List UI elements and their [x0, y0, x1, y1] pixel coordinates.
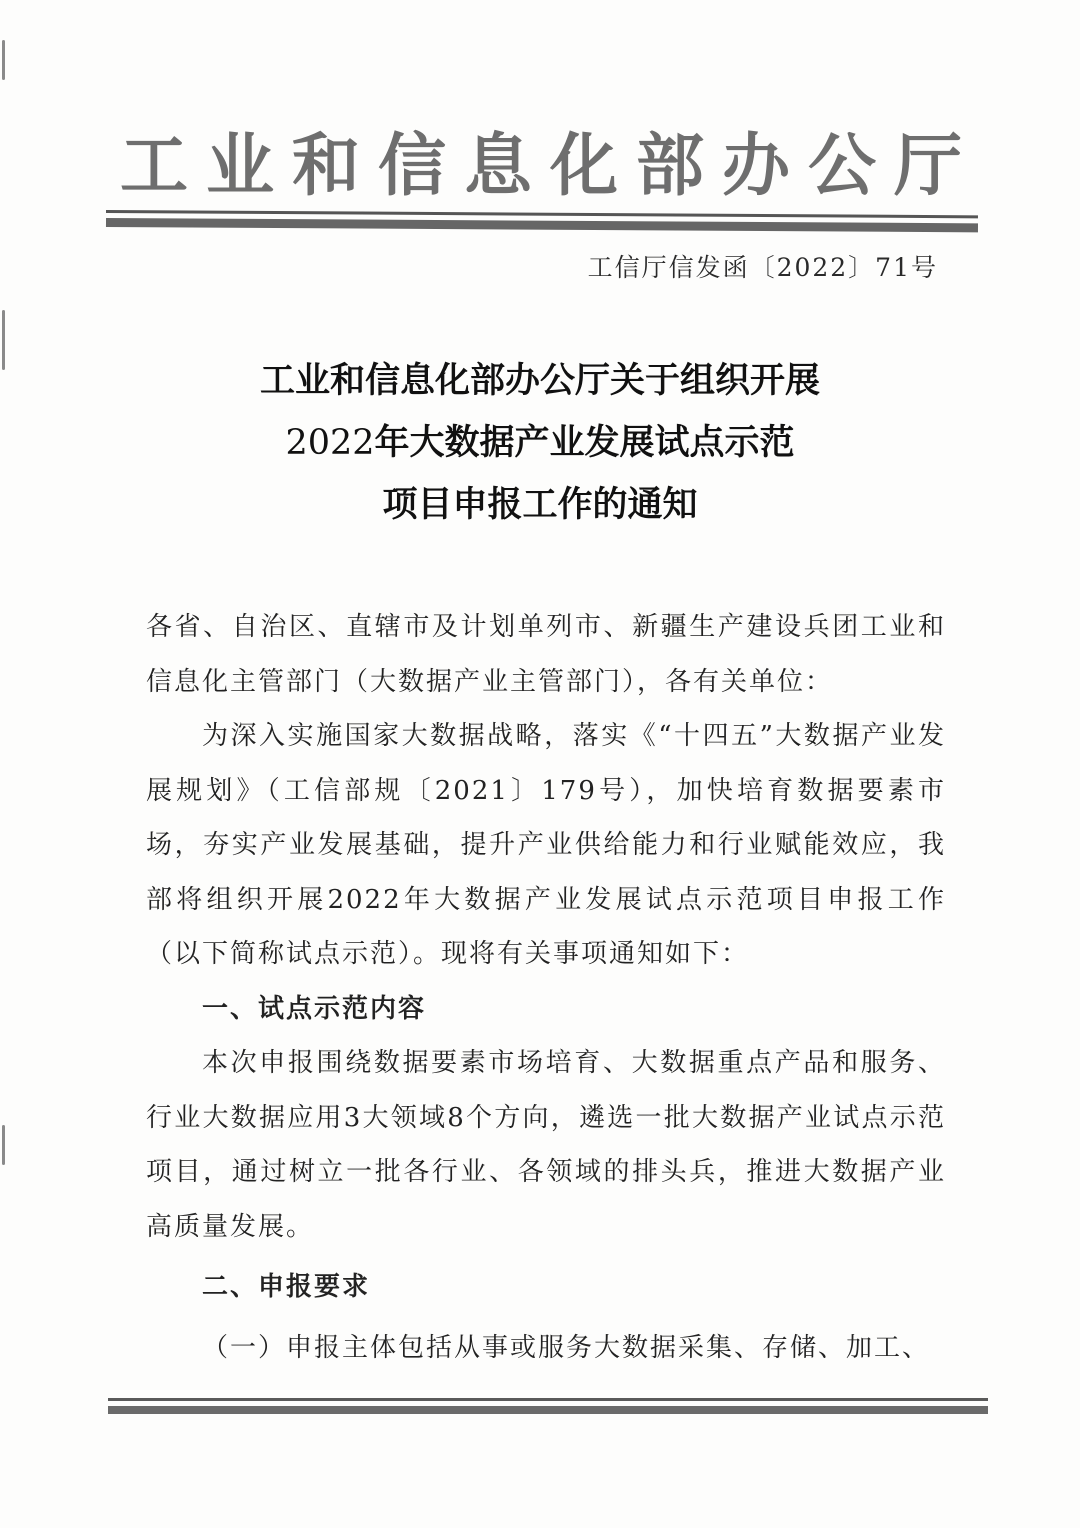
document-title	[100, 350, 980, 536]
masthead-divider-thick	[106, 218, 978, 232]
document-number: 工信厅信发函〔2022〕71号	[587, 253, 938, 282]
section-2-item-1: （一）申报主体包括从事或服务大数据采集、存储、加工、	[202, 1332, 931, 1363]
title-year: 2022	[285, 423, 375, 463]
footer-divider-thick	[108, 1406, 988, 1414]
section-2-heading: 二、申报要求	[202, 1272, 371, 1302]
title-line-3: 项目申报工作的通知	[382, 484, 698, 525]
scan-edge-mark	[2, 40, 5, 80]
title-line-2	[100, 412, 980, 474]
footer-divider-thin	[108, 1398, 988, 1401]
issuer-masthead: 工业和信息化部办公厅	[120, 127, 981, 206]
salutation: 各省、自治区、直辖市及计划单列市、新疆生产建设兵团工业和信息化主管部门（大数据产业主管部门），各有关单位：	[146, 612, 946, 697]
intro-paragraph: 为深入实施国家大数据战略，落实《“十四五”大数据产业发展规划》（工信部规〔2021〕179号），加快培育数据要素市场，夯实产业发展基础，提升产业供给能力和行业赋能效应，我部将组织开展2022年大数据产业发展试点示范项目申报工作（以下简称试点示范）。现将有关事项通知如下：	[146, 721, 946, 969]
section-1-heading: 一、试点示范内容	[202, 993, 427, 1024]
title-line-2-text: 年大数据产业发展试点示范	[374, 422, 795, 463]
document-body	[146, 600, 946, 1375]
scan-edge-mark	[2, 1125, 5, 1165]
scan-edge-mark	[2, 310, 5, 370]
title-line-1: 工业和信息化部办公厅关于组织开展	[259, 360, 820, 401]
section-1-paragraph: 本次申报围绕数据要素市场培育、大数据重点产品和服务、行业大数据应用3大领域8个方向，遴选一批大数据产业试点示范项目，通过树立一批各行业、各领域的排头兵，推进大数据产业高质量发展。	[146, 1048, 946, 1242]
